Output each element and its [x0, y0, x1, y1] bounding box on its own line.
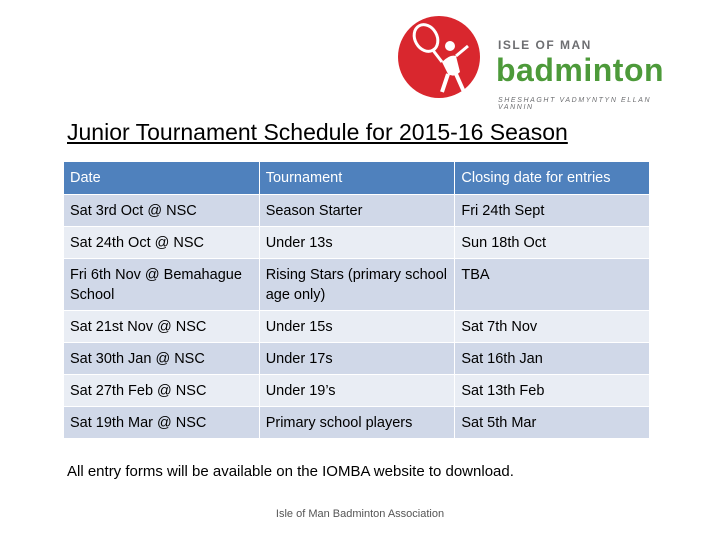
cell-tournament: Under 15s	[259, 311, 455, 343]
page-title: Junior Tournament Schedule for 2015-16 Season	[67, 119, 568, 145]
entry-forms-note: All entry forms will be available on the IOMBA website to download.	[67, 463, 514, 480]
cell-date: Sat 21st Nov @ NSC	[64, 311, 260, 343]
cell-closing: Fri 24th Sept	[455, 195, 650, 227]
cell-closing: Sat 16th Jan	[455, 343, 650, 375]
cell-date: Fri 6th Nov @ Bemahague School	[64, 259, 260, 311]
header-date: Date	[64, 162, 260, 195]
cell-date: Sat 30th Jan @ NSC	[64, 343, 260, 375]
cell-closing: Sat 7th Nov	[455, 311, 650, 343]
cell-tournament: Primary school players	[259, 407, 455, 439]
cell-tournament: Under 19’s	[259, 375, 455, 407]
iomba-logo	[396, 14, 686, 114]
table-row	[64, 311, 650, 343]
footer-text: Isle of Man Badminton Association	[275, 508, 445, 520]
header-closing-date: Closing date for entries	[455, 162, 650, 195]
cell-closing: Sat 5th Mar	[455, 407, 650, 439]
cell-date: Sat 19th Mar @ NSC	[64, 407, 260, 439]
cell-tournament: Under 13s	[259, 227, 455, 259]
table-row	[64, 227, 650, 259]
cell-closing: Sun 18th Oct	[455, 227, 650, 259]
logo-tagline: SHESHAGHT VADMYNTYN ELLAN VANNIN	[498, 97, 652, 111]
logo-small-text: ISLE OF MAN	[498, 38, 592, 52]
cell-tournament: Season Starter	[259, 195, 455, 227]
cell-closing: Sat 13th Feb	[455, 375, 650, 407]
badminton-player-icon	[398, 16, 480, 98]
schedule-table	[63, 161, 650, 439]
table-header-row	[64, 162, 650, 195]
cell-closing: TBA	[455, 259, 650, 311]
logo-word: badminton	[496, 52, 665, 88]
cell-date: Sat 3rd Oct @ NSC	[64, 195, 260, 227]
table-row	[64, 375, 650, 407]
cell-date: Sat 27th Feb @ NSC	[64, 375, 260, 407]
table-row	[64, 343, 650, 375]
table-row	[64, 195, 650, 227]
table-row	[64, 407, 650, 439]
cell-tournament: Rising Stars (primary school age only)	[259, 259, 455, 311]
cell-tournament: Under 17s	[259, 343, 455, 375]
table-row	[64, 259, 650, 311]
cell-date: Sat 24th Oct @ NSC	[64, 227, 260, 259]
header-tournament: Tournament	[259, 162, 455, 195]
